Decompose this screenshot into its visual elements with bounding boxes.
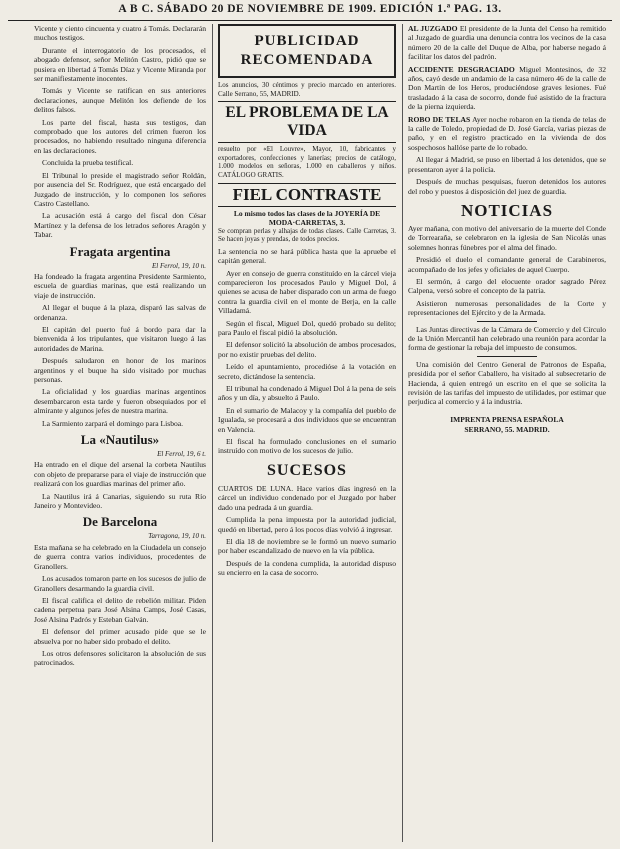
col1-fiscal-1: Concluida la prueba testifical. (42, 158, 134, 168)
col1-fiscal-2: El Tribunal lo preside el magistrado señor Roldán, por ausencia del Sr. Rodríguez, que está encargado del Juzgado de instrucción, y lo componen los señores Castro Castellano. (34, 170, 206, 208)
sucesos-paragraph: Después de la condena cumplida, la autoridad dispuso su encierro en la casa de socorro. (218, 558, 396, 578)
col3-body: Al llegar á Madrid, se puso en libertad á los detenidos, que se presentaron ayer á la policía. (408, 155, 606, 174)
publicidad-title: PUBLICIDAD (254, 33, 360, 49)
col2-paragraph: El defensor solicitó la absolución de ambos procesados, por no existir pruebas del delito. (218, 340, 396, 359)
barcelona-paragraph: El defensor del primer acusado pide que se le absuelva por no haber sido probado el delito. (34, 627, 206, 646)
section-title-fragata: Fragata argentina (69, 243, 171, 259)
ad-problema-title: EL PROBLEMA DE LA VIDA (218, 101, 396, 143)
col3-item (408, 24, 606, 62)
column-2 (218, 24, 396, 842)
ad-contraste-text: Se compran perlas y alhajas de todas clases. Calle Carretas, 3. Se hacen joyas y prendas, de todos precios. (218, 226, 396, 244)
fragata-paragraph: Al llegar el buque á la plaza, disparó las salvas de ordenanza. (34, 303, 206, 322)
col1-intro-1: Vicente y ciento cincuenta y cuatro á Tomás. Declararán muchos testigos. (34, 24, 206, 43)
col2-paragraph: Según el fiscal, Miguel Dol, quedó probado su delito; para Paulo el fiscal pidió la absolución. (218, 318, 396, 337)
ad-contraste-subtitle: Lo mismo todos las clases de la JOYERÍA DE MODA·CARRETAS, 3. (233, 208, 381, 227)
col3-item-lead: AL JUZGADO (408, 24, 458, 33)
nautilus-paragraph: La Nautilus irá á Canarias, siguiendo su ruta Río Janeiro y Montevideo. (34, 491, 206, 511)
page-header: A B C. SÁBADO 20 DE NOVIEMBRE DE 1909. EDICIÓN 1.ª PAG. 13. (118, 3, 502, 15)
column-1 (34, 24, 206, 842)
col3-body: Después de muchas pesquisas, fueron detenidos los autores del robo y puestos á disposición del juez de guardia. (408, 177, 606, 196)
header-rule (8, 20, 612, 21)
col3-item-lead: ACCIDENTE DESGRACIADO (408, 64, 515, 74)
col2-paragraph: La sentencia no se hará pública hasta que la apruebe el capitán general. (218, 246, 396, 266)
col2-paragraph: El fiscal ha formulado conclusiones en el sumario instruído con motivo de los sucesos de julio. (218, 437, 396, 456)
imprenta-line-1: IMPRENTA PRENSA ESPAÑOLA (450, 414, 564, 424)
section-title-nautilus: La «Nautilus» (80, 432, 160, 448)
section-title-noticias: NOTICIAS (460, 200, 554, 220)
column-3 (408, 24, 606, 842)
fragata-paragraph: La Sarmiento zarpará el domingo para Lisboa. (42, 418, 184, 428)
noticias-paragraph: Presidió el duelo el comandante general de Carabineros, acompañado de los jefes y oficiales de aquel Cuerpo. (408, 255, 606, 274)
barcelona-paragraph: El fiscal califica el delito de rebelión militar. Piden cadena perpetua para José Alsina Camps, José Casas, José Alsina Padrós y Esteban Galván. (34, 595, 206, 624)
column-divider-1 (212, 24, 213, 842)
col1-fiscal-3: La acusación está á cargo del fiscal don César Martínez y la defensa de los letrados señores Aragón y Tabar. (34, 211, 206, 240)
col3-item (408, 65, 606, 112)
barcelona-paragraph: Los otros defensores solicitaron la absolución de sus patrocinados. (34, 648, 206, 668)
col3-item-text: Miguel Montesinos, de 32 años, cayó desde un andamio de la casa número 46 de la calle de Don Martín de los Heros, produciéndose graves lesiones. Fué trasladado á la casa de socorro, donde fué asistido de la fractura de la pierna izquierda. (408, 64, 606, 112)
recomendada-title: RECOMENDADA (240, 52, 374, 68)
fragata-paragraph: La oficialidad y los guardias marinas argentinos desembarcaron esta tarde y fueron obsequiados por el almirante y algunos jefes de nuestra marina. (34, 387, 206, 416)
column-divider-2 (402, 24, 403, 842)
dateline-nautilus: El Ferrol, 19, 6 t. (157, 450, 206, 459)
nautilus-paragraph: Ha entrado en el dique del arsenal la corbeta Nautilus con objeto de prepararse para el viaje de instrucción que realizará con los guardias marinas del primer año. (34, 460, 206, 489)
publicidad-box (218, 24, 396, 78)
section-title-sucesos: SUCESOS (267, 461, 347, 479)
fragata-paragraph: Después saludaron en honor de los marinos argentinos y el buque ha sido visitado por muchas personas. (34, 356, 206, 384)
imprenta-line-2: SERRANO, 55. MADRID. (464, 424, 550, 434)
col2-paragraph: Ayer en consejo de guerra constituído en la cárcel vieja comparecieron los procesados Paulo y Miguel Dol, á quienes se acusa de haber disparado con un arma de fuego contra la guardia civil en el monte de Berja, en la calle Villadamá. (218, 268, 396, 316)
col3-item-text: Ayer noche robaron en la tienda de telas de la calle de Toledo, propiedad de D. José García, varias piezas de paño, y en el registro practicado en la vivienda de dos sospechosos hallóse parte de lo robado. (408, 114, 606, 152)
barcelona-paragraph: Esta mañana se ha celebrado en la Ciudadela un consejo de guerra contra varios individuos, procedentes de Granollers. (34, 542, 206, 571)
dateline-fragata: El Ferrol, 19, 10 n. (152, 261, 206, 270)
sucesos-paragraph: El día 18 de noviembre se le formó un nuevo sumario por haber escandalizado de nuevo en la vía pública. (218, 536, 396, 556)
noticias-separator (477, 321, 537, 322)
section-title-barcelona: De Barcelona (82, 514, 158, 530)
barcelona-paragraph: Los acusados tomaron parte en los sucesos de julio de Granollers desarmando la guardia civil. (34, 574, 206, 593)
col3-item-lead: ROBO DE TELAS (408, 114, 471, 124)
col2-paragraph: Leído el apuntamiento, procedióse á la votación en secreto, dictándose la sentencia. (218, 362, 396, 381)
ad-problema-text: resuelto por «El Louvre», Mayor, 10, fabricantes y exportadores, confecciones y lanerías; precios de catálogo, 1.000 modelos en señoras, 1.000 en caballeros y niños. CATÁLOGO GRATIS. (218, 145, 396, 179)
noticias-union: Una comisión del Centro General de Patronos de España, presidida por el señor Caballero, ha visitado al subsecretario de Hacienda, á quien entregó un escrito en el que se solicita la revisión de las tarifas del impuesto de utilidades, por estimar que perjudica al comercio y á la industria. (408, 359, 606, 407)
noticias-paragraph: Asistieron numerosas personalidades de la Corte y representaciones del Ejército y de la Armada. (408, 298, 606, 318)
col2-paragraph: El tribunal ha condenado á Miguel Dol á la pena de seis años y un día, y absuelto á Paulo. (218, 384, 396, 403)
sucesos-paragraph: CUARTOS DE LUNA. Hace varios días ingresó en la cárcel un individuo condenado por el Juzgado por haber dado una pedrada á un guardia. (218, 483, 396, 512)
noticias-paragraph: Ayer mañana, con motivo del aniversario de la muerte del Conde de Torrearaña, se celebraron en la iglesia de San Nicolás unas solemnes honras fúnebres por el alma del finado. (408, 223, 606, 252)
noticias-juntas: Las Juntas directivas de la Cámara de Comercio y del Círculo de la Unión Mercantil han celebrado una reunión para acordar la forma de gestionar la rebaja del impuesto de consumos. (408, 324, 606, 353)
col3-item (408, 115, 606, 153)
fragata-paragraph: El capitán del puerto fué á bordo para dar la bienvenida á los tripulantes, que visitaron luego á las autoridades de Marina. (34, 324, 206, 353)
dateline-barcelona: Tarragona, 19, 10 n. (148, 532, 206, 541)
imprenta-footer (408, 415, 606, 435)
noticias-separator (477, 356, 537, 357)
fragata-paragraph: Ha fondeado la fragata argentina Presidente Sarmiento, escuela de guardias marinas, que está realizando un viaje de instrucción. (34, 271, 206, 300)
col3-item-text: El presidente de la Junta del Censo ha remitido al Juzgado de guardia una denuncia contra los vecinos de la casa número 20 de la calle del Duque de Alba, por haberse negado á facilitar los datos del padrón. (408, 24, 606, 62)
publicidad-note: Los anuncios, 30 céntimos y precio marcado en anteriores. Calle Serrano, 55, MADRID. (218, 81, 396, 98)
col1-intro-3: Tomás y Vicente se ratifican en sus anteriores declaraciones, aunque Melitón los defiende de los delitos falsos. (34, 86, 206, 115)
ad-contraste-title: FIEL CONTRASTE (218, 183, 396, 207)
col1-intro-4: Los parte del fiscal, hasta sus testigos, dan comprobado que los autores del crimen fueron los procesados, no habiendo resultado ninguna diferencia en las declaraciones. (34, 117, 206, 155)
col2-paragraph: En el sumario de Malacoy y la compañía del pueblo de Igualada, se procesará a dos individuos que se encuentran en Valencia. (218, 405, 396, 434)
col1-intro-2: Durante el interrogatorio de los procesados, el abogado defensor, señor Melitón Castro, pidió que se pusiera en libertad á Tomás Díaz y Vicente Miranda por ser manifiestamente inocentes. (34, 45, 206, 84)
sucesos-paragraph: Cumplida la pena impuesta por la autoridad judicial, quedó en libertad, pero á los pocos días volvió á ingresar. (218, 515, 396, 534)
noticias-paragraph: El sermón, á cargo del elocuente orador sagrado Pérez Calpena, versó sobre el concepto de la patria. (408, 276, 606, 296)
